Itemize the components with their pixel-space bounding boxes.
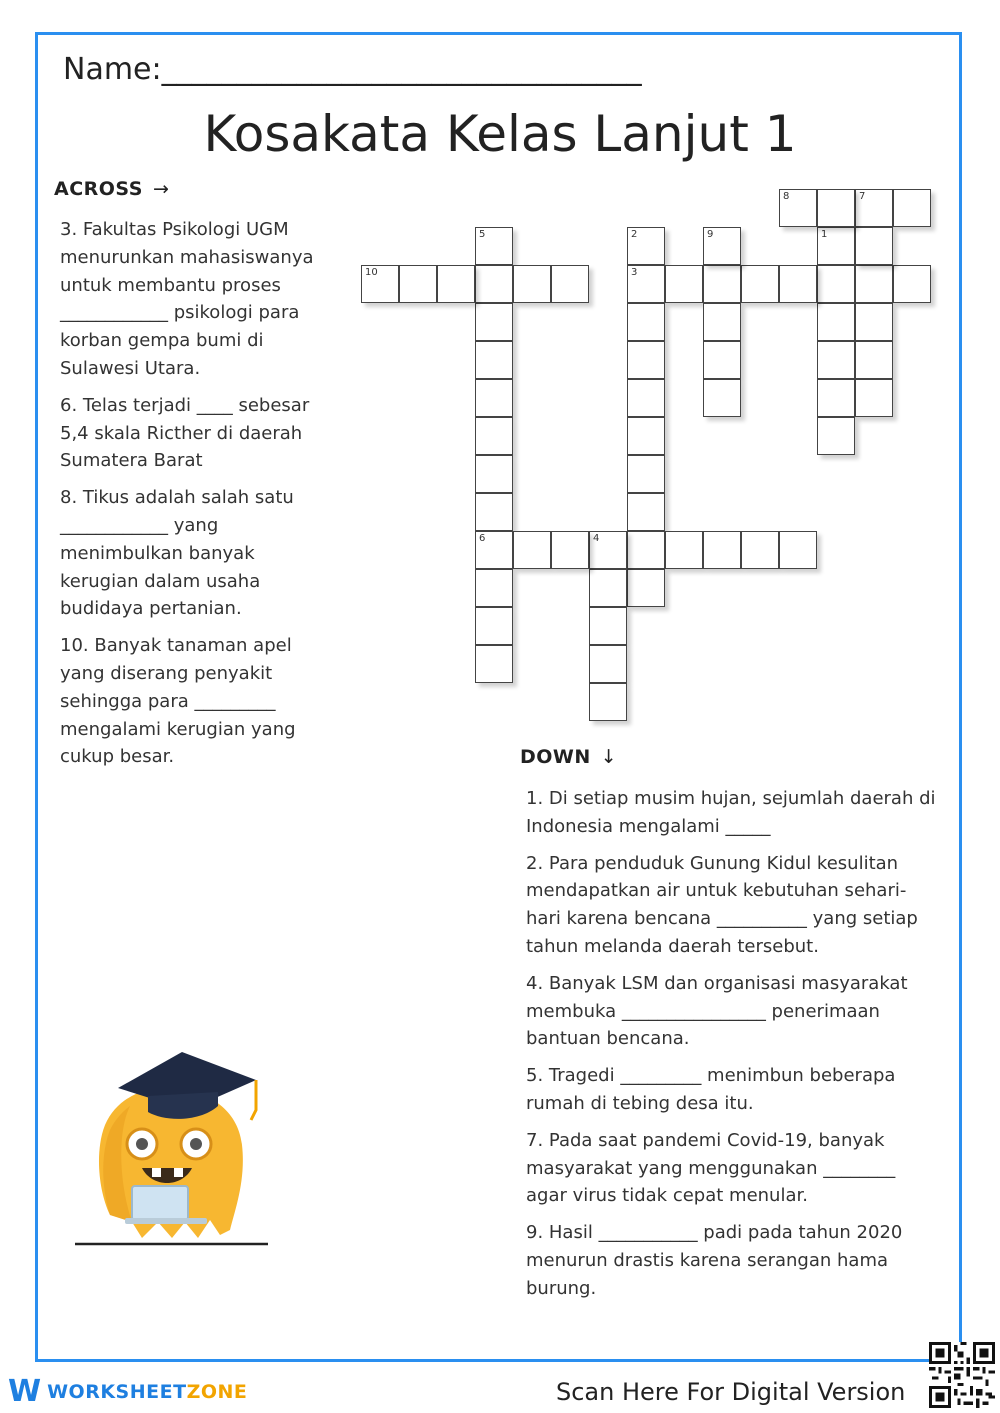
clue-number: 10 [365,267,378,278]
across-heading [54,178,169,200]
qr-code-icon[interactable] [928,1342,996,1408]
down-clue-1: 1. Di setiap musim hujan, sejumlah daerah di Indonesia mengalami _____ [526,788,936,837]
brand-name-part1: WORKSHEET [47,1380,187,1403]
arrow-right-icon: → [152,178,170,200]
down-clue-5: 5. Tragedi _________ menimbun beberapa rumah di tebing desa itu. [526,1065,896,1114]
across-clues [60,216,330,780]
clue-number: 3 [631,267,638,278]
worksheetzone-logo-icon: W [8,1374,42,1409]
down-clue-7: 7. Pada saat pandemi Covid-19, banyak masyarakat yang menggunakan ________ agar virus tidak cepat menular. [526,1129,896,1207]
scan-text: Scan Here For Digital Version [556,1378,906,1406]
clue-number: 9 [707,229,714,240]
across-heading-label: ACROSS [54,178,143,200]
clue-number: 7 [859,191,866,202]
arrow-down-icon: ↓ [600,746,618,768]
mascot-graduate-icon [70,1040,270,1250]
down-clue-9: 9. Hasil ___________ padi pada tahun 2020 menurun drastis karena serangan hama burung. [526,1222,903,1299]
brand-name-part2: ZONE [186,1380,248,1403]
down-heading-label: DOWN [520,746,591,768]
across-clue-10: 10. Banyak tanaman apel yang diserang penyakit sehingga para _________ mengalami kerugian yang cukup besar. [60,635,296,768]
down-clue-4: 4. Banyak LSM dan organisasi masyarakat membuka ________________ penerimaan bantuan bencana. [526,972,908,1050]
across-clue-8: 8. Tikus adalah salah satu ____________ yang menimbulkan banyak kerugian dalam usaha budidaya pertanian. [60,487,294,620]
clue-number: 1 [821,229,828,240]
down-clue-2: 2. Para penduduk Gunung Kidul kesulitan mendapatkan air untuk kebutuhan sehari-hari karena bencana __________ yang setiap tahun melanda daerah tersebut. [526,852,918,957]
worksheetzone-logo[interactable] [8,1374,247,1409]
across-clue-6: 6. Telas terjadi ____ sebesar 5,4 skala Ricther di daerah Sumatera Barat [60,394,310,472]
clue-number: 5 [479,229,486,240]
down-clues [526,785,936,1312]
down-heading [520,746,617,768]
clue-number: 2 [631,229,638,240]
clue-number: 6 [479,533,486,544]
across-clue-3: 3. Fakultas Psikologi UGM menurunkan mahasiswanya untuk membantu proses ____________ psikologi para korban gempa bumi di Sulawesi Utara. [60,219,314,379]
clue-number: 4 [593,533,600,544]
name-field[interactable]: Name:________________________________ [63,52,642,87]
page-title: Kosakata Kelas Lanjut 1 [203,105,797,163]
clue-number: 8 [783,191,790,202]
